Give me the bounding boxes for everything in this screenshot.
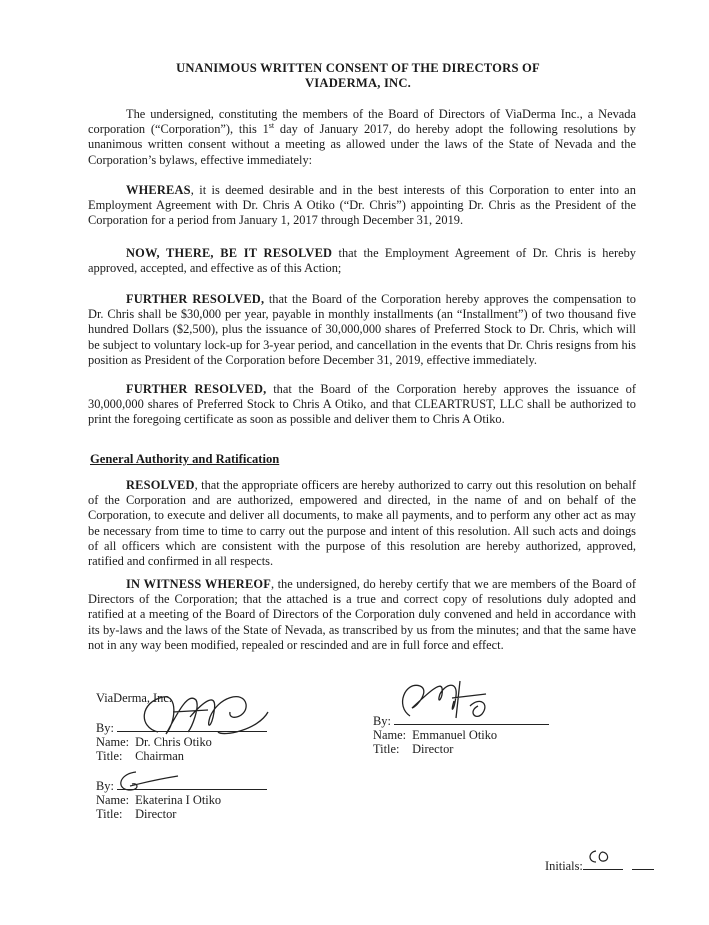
whereas-paragraph bbox=[88, 183, 636, 229]
chairman-signature-icon bbox=[118, 682, 278, 752]
director-signature-icon bbox=[390, 676, 500, 736]
initials-label: Initials: bbox=[545, 859, 583, 873]
resolved-paragraph-2 bbox=[88, 292, 636, 368]
section-heading: General Authority and Ratification bbox=[90, 452, 280, 466]
by-label: By: bbox=[96, 779, 114, 793]
name-label: Name: bbox=[96, 735, 130, 749]
resolved-2-lead: FURTHER RESOLVED, bbox=[126, 292, 265, 306]
resolved-1-lead: NOW, THERE, BE IT RESOLVED bbox=[126, 246, 333, 260]
initials-mark-icon bbox=[586, 848, 616, 868]
signatory-title: Chairman bbox=[135, 749, 184, 763]
signatory-title: Director bbox=[135, 807, 177, 821]
title-label: Title: bbox=[96, 749, 123, 763]
by-label: By: bbox=[373, 714, 391, 728]
title-label: Title: bbox=[373, 742, 400, 756]
sig-title-row bbox=[96, 807, 267, 821]
intro-text-2: day of January 2017, do hereby adopt the following resolutions by unanimous written consent without a meeting as allowed under the laws of the State of Nevada and the Corporation’s bylaws, effective immediately: bbox=[88, 122, 637, 167]
sig-title-row bbox=[373, 742, 549, 756]
initials-line-2 bbox=[632, 857, 654, 870]
company-line: ViaDerma, Inc. bbox=[96, 691, 172, 705]
resolved-4-lead: RESOLVED bbox=[126, 478, 195, 492]
resolved-3-lead: FURTHER RESOLVED, bbox=[126, 382, 267, 396]
resolved-2-text: that the Board of the Corporation hereby approves the compensation to Dr. Chris shall be $30,000 per year, payable in monthly installments (an “Installment”) of two thousand five hundred Dollars ($2,500), plus the issuance of 30,000,000 shares of Preferred Stock to Dr. Chris, which will be subject to voluntary lock-up for 3-year period, and cancellation in the events that Dr. Chris resigns from his position as President of the Corporation before December 31, 2019, effective immediately. bbox=[88, 292, 636, 367]
name-label: Name: bbox=[96, 793, 130, 807]
document-title bbox=[88, 61, 628, 91]
signatory-name: Emmanuel Otiko bbox=[412, 728, 498, 742]
signatory-name: Dr. Chris Otiko bbox=[135, 735, 212, 749]
resolved-3-text: that the Board of the Corporation hereby approves the issuance of 30,000,000 shares of Preferred Stock to Chris A Otiko, and that CLEARTRUST, LLC shall be authorized to print the foregoing certificate as soon as possible and deliver them to Chris A Otiko. bbox=[88, 382, 636, 427]
intro-paragraph bbox=[88, 107, 636, 168]
title-line-1: UNANIMOUS WRITTEN CONSENT OF THE DIRECTORS OF bbox=[176, 61, 540, 75]
resolved-4-text: , that the appropriate officers are hereby authorized to carry out this resolution on behalf of the Corporation and are authorized, empowered and directed, in the name of and on behalf of the Corporation, to execute and deliver all documents, to make all payments, and to perform any other act as may be necessary from time to time to carry out the purpose and intent of this resolution. All such acts and doings of all officers which are consistent with the purpose of this resolution are hereby authorized, approved, ratified and confirmed in all respects. bbox=[88, 478, 636, 569]
whereas-lead: WHEREAS bbox=[126, 183, 191, 197]
signatory-name: Ekaterina I Otiko bbox=[135, 793, 222, 807]
witness-paragraph bbox=[88, 577, 636, 653]
resolved-paragraph-1 bbox=[88, 246, 636, 276]
whereas-text: , it is deemed desirable and in the best interests of this Corporation to enter into an Employment Agreement with Dr. Chris A Otiko (“Dr. Chris”) appointing Dr. Chris as the President of the Corporation for a period from January 1, 2017 through December 31, 2019. bbox=[88, 183, 636, 228]
resolved-paragraph-4 bbox=[88, 478, 636, 569]
title-label: Title: bbox=[96, 807, 123, 821]
ekaterina-signature-icon bbox=[108, 768, 188, 798]
signatory-title: Director bbox=[412, 742, 454, 756]
witness-text: , the undersigned, do hereby certify that we are members of the Board of Directors of the Corporation; that the attached is a true and correct copy of resolutions duly adopted and ratified at a meeting of the Board of Directors of the Corporation duly convened and held in accordance with its by-laws and the laws of the State of Nevada, as transcribed by us from the minutes; and that the same have not in any way been modified, repealed or rescinded and are in full force and effect. bbox=[88, 577, 636, 652]
intro-superscript: st bbox=[268, 121, 275, 131]
intro-text-1: The undersigned, constituting the members of the Board of Directors of ViaDerma Inc., a Nevada corporation (“Corporation”), this 1 bbox=[88, 107, 636, 137]
title-line-2: VIADERMA, INC. bbox=[305, 76, 411, 90]
resolved-1-text: that the Employment Agreement of Dr. Chris is hereby approved, accepted, and effective as of this Action; bbox=[88, 246, 636, 276]
by-label: By: bbox=[96, 721, 114, 735]
name-label: Name: bbox=[373, 728, 407, 742]
witness-lead: IN WITNESS WHEREOF bbox=[126, 577, 272, 591]
resolved-paragraph-3 bbox=[88, 382, 636, 428]
